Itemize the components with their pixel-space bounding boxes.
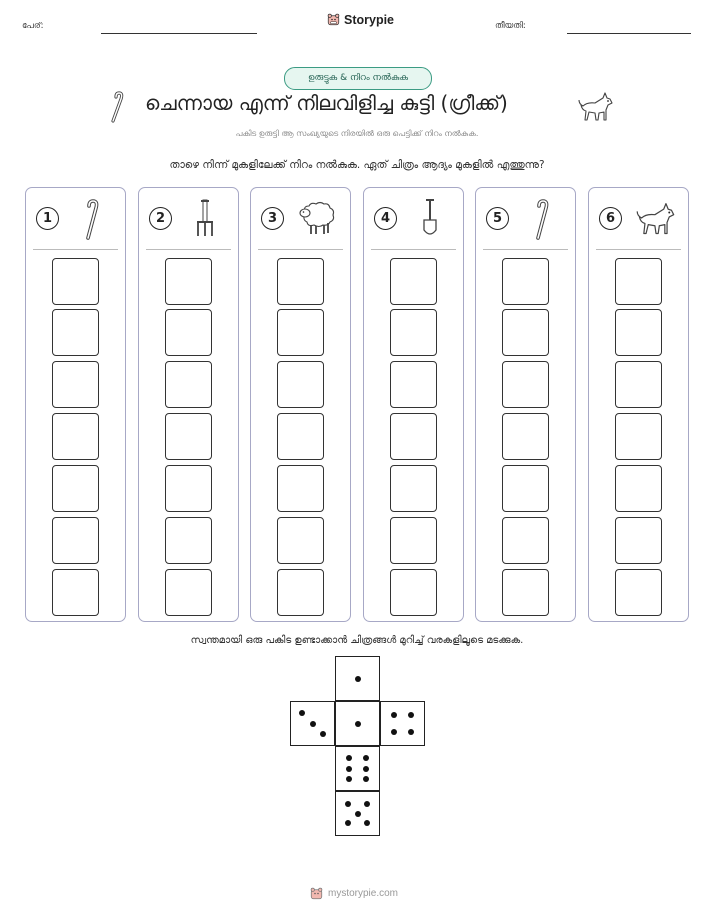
column-1 bbox=[25, 187, 126, 622]
column-divider bbox=[483, 249, 568, 250]
color-box[interactable] bbox=[165, 465, 212, 512]
color-box[interactable] bbox=[390, 517, 437, 564]
color-box[interactable] bbox=[165, 361, 212, 408]
die-pip bbox=[363, 766, 369, 772]
die-pip bbox=[346, 766, 352, 772]
die-face bbox=[335, 656, 380, 701]
color-box[interactable] bbox=[502, 361, 549, 408]
die-pip bbox=[363, 776, 369, 782]
die-pip bbox=[299, 710, 305, 716]
wolf-icon bbox=[577, 88, 615, 124]
color-box[interactable] bbox=[277, 517, 324, 564]
column-divider bbox=[596, 249, 681, 250]
subtitle: പകിട ഉരുട്ടി ആ സംഖ്യയുടെ നിരയിൽ ഒരു പെട്ടിക്ക് നിറം നൽകുക. bbox=[235, 129, 479, 138]
color-box[interactable] bbox=[615, 465, 662, 512]
die-pip bbox=[355, 676, 361, 682]
sheep-icon bbox=[297, 198, 339, 242]
footer-url[interactable]: mystorypie.com bbox=[328, 888, 399, 899]
net-instruction: സ്വന്തമായി ഒരു പകിട ഉണ്ടാക്കാൻ ചിത്രങ്ങൾ മുറിച്ച് വരകളിലൂടെ മടക്കുക. bbox=[190, 635, 524, 646]
color-box[interactable] bbox=[277, 258, 324, 305]
color-box[interactable] bbox=[390, 465, 437, 512]
color-box[interactable] bbox=[390, 309, 437, 356]
die-face bbox=[335, 746, 380, 791]
color-box[interactable] bbox=[390, 569, 437, 616]
color-box[interactable] bbox=[52, 309, 99, 356]
storypie-mascot-icon bbox=[309, 886, 324, 901]
wolf-icon bbox=[635, 198, 677, 242]
column-divider bbox=[258, 249, 343, 250]
color-box[interactable] bbox=[52, 465, 99, 512]
die-pip bbox=[345, 820, 351, 826]
page-title: ചെന്നായ എന്ന് നിലവിളിച്ച കുട്ടി (ഗ്രീക്ക്) bbox=[145, 91, 508, 115]
footer bbox=[309, 886, 398, 901]
color-box[interactable] bbox=[165, 258, 212, 305]
color-box[interactable] bbox=[390, 413, 437, 460]
die-pip bbox=[310, 721, 316, 727]
color-box[interactable] bbox=[390, 361, 437, 408]
color-box[interactable] bbox=[52, 413, 99, 460]
brand-name: Storypie bbox=[344, 12, 395, 27]
color-box[interactable] bbox=[52, 258, 99, 305]
die-pip bbox=[346, 755, 352, 761]
die-pip bbox=[364, 801, 370, 807]
color-box[interactable] bbox=[615, 361, 662, 408]
die-pip bbox=[355, 721, 361, 727]
color-box[interactable] bbox=[165, 413, 212, 460]
staff-icon bbox=[107, 91, 129, 123]
name-label: പേര്: bbox=[22, 21, 44, 31]
color-box[interactable] bbox=[502, 465, 549, 512]
color-box[interactable] bbox=[52, 361, 99, 408]
staff-icon bbox=[530, 198, 554, 244]
column-6 bbox=[588, 187, 689, 622]
dice-net bbox=[290, 656, 425, 836]
die-pip bbox=[345, 801, 351, 807]
column-number: 4 bbox=[374, 207, 397, 230]
die-pip bbox=[346, 776, 352, 782]
color-box[interactable] bbox=[277, 569, 324, 616]
column-4 bbox=[363, 187, 464, 622]
color-box[interactable] bbox=[52, 569, 99, 616]
color-box[interactable] bbox=[165, 517, 212, 564]
staff-icon bbox=[80, 198, 104, 244]
die-face bbox=[335, 701, 380, 746]
pitchfork-icon bbox=[193, 198, 217, 244]
color-box[interactable] bbox=[52, 517, 99, 564]
color-box[interactable] bbox=[502, 258, 549, 305]
column-divider bbox=[33, 249, 118, 250]
column-number: 6 bbox=[599, 207, 622, 230]
die-pip bbox=[355, 811, 361, 817]
color-box[interactable] bbox=[502, 309, 549, 356]
color-box[interactable] bbox=[615, 309, 662, 356]
die-pip bbox=[391, 712, 397, 718]
color-box[interactable] bbox=[502, 569, 549, 616]
column-divider bbox=[146, 249, 231, 250]
color-box[interactable] bbox=[165, 309, 212, 356]
brand-logo bbox=[326, 12, 394, 27]
storypie-mascot-icon bbox=[326, 12, 341, 27]
color-box[interactable] bbox=[277, 361, 324, 408]
color-box[interactable] bbox=[390, 258, 437, 305]
color-box[interactable] bbox=[615, 413, 662, 460]
column-5 bbox=[475, 187, 576, 622]
column-number: 1 bbox=[36, 207, 59, 230]
die-face bbox=[335, 791, 380, 836]
activity-badge: ഉരുട്ടുക & നിറം നൽകുക bbox=[284, 67, 432, 90]
die-pip bbox=[320, 731, 326, 737]
die-pip bbox=[363, 755, 369, 761]
column-number: 5 bbox=[486, 207, 509, 230]
column-3 bbox=[250, 187, 351, 622]
die-pip bbox=[408, 712, 414, 718]
die-face bbox=[290, 701, 335, 746]
color-box[interactable] bbox=[615, 517, 662, 564]
die-pip bbox=[364, 820, 370, 826]
color-box[interactable] bbox=[277, 413, 324, 460]
column-number: 3 bbox=[261, 207, 284, 230]
shovel-icon bbox=[418, 198, 442, 244]
column-divider bbox=[371, 249, 456, 250]
instruction: താഴെ നിന്ന് മുകളിലേക്ക് നിറം നൽകുക. ഏത് ചിത്രം ആദ്യം മുകളിൽ എത്തുന്നു? bbox=[169, 159, 545, 171]
column-2 bbox=[138, 187, 239, 622]
die-face bbox=[380, 701, 425, 746]
color-box[interactable] bbox=[502, 517, 549, 564]
color-box[interactable] bbox=[502, 413, 549, 460]
die-pip bbox=[391, 729, 397, 735]
color-box[interactable] bbox=[615, 569, 662, 616]
name-field[interactable] bbox=[101, 33, 257, 34]
color-box[interactable] bbox=[165, 569, 212, 616]
date-field[interactable] bbox=[567, 33, 691, 34]
color-box[interactable] bbox=[277, 309, 324, 356]
color-box[interactable] bbox=[615, 258, 662, 305]
color-box[interactable] bbox=[277, 465, 324, 512]
column-number: 2 bbox=[149, 207, 172, 230]
date-label: തീയതി: bbox=[495, 21, 526, 31]
die-pip bbox=[408, 729, 414, 735]
